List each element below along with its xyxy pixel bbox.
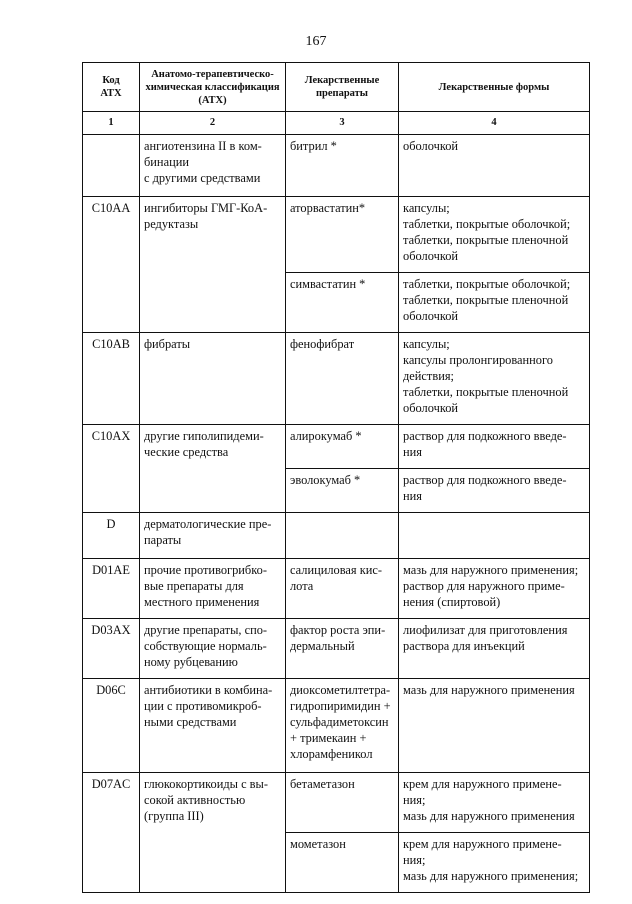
text-line: раствор для подкожного введе-: [403, 429, 567, 443]
text-line: таблетки, покрытые пленочной: [403, 385, 569, 399]
text-line: таблетки, покрытые пленочной: [403, 293, 569, 307]
text-line: Лекарственные: [304, 75, 380, 86]
atx-code-cell: D03AX: [83, 619, 140, 679]
text-line: глюкокортикоиды с вы-: [144, 777, 268, 791]
text-line: Анатомо-терапевтическо-: [151, 68, 274, 80]
dosage-forms-cell: [399, 513, 590, 559]
text-line: ными средствами: [144, 715, 237, 729]
drug-name-cell: [286, 273, 399, 333]
drug-name-cell: [286, 773, 399, 833]
text-line: сульфадиметоксин: [290, 715, 389, 729]
dosage-forms-cell: [399, 197, 590, 273]
text-line: мазь для наружного применения;: [403, 563, 579, 577]
text-line: лота: [290, 579, 314, 593]
text-line: ния;: [403, 793, 426, 807]
text-line: ции с противомикроб-: [144, 699, 262, 713]
drug-name-cell: [286, 469, 399, 513]
text-line: другие гиполипидеми-: [144, 429, 264, 443]
table-row: [83, 773, 590, 833]
text-line: Код: [102, 75, 120, 86]
atx-drug-table: [82, 62, 590, 893]
text-line: таблетки, покрытые оболочкой;: [403, 217, 571, 231]
drug-name-cell: [286, 833, 399, 893]
header-atx-classification: [140, 63, 286, 112]
text-line: ния: [403, 445, 422, 459]
text-line: алирокумаб *: [290, 429, 362, 443]
text-line: сокой активностью: [144, 793, 246, 807]
text-line: диоксометилтетра-: [290, 683, 391, 697]
text-line: дермальный: [290, 639, 355, 653]
column-number-row: [83, 112, 590, 135]
drug-name-cell: [286, 333, 399, 425]
table-row: [83, 513, 590, 559]
dosage-forms-cell: [399, 135, 590, 197]
header-dosage-forms: [399, 63, 590, 112]
page-number: 167: [305, 34, 327, 49]
drug-name-cell: [286, 513, 399, 559]
text-line: (АТХ): [198, 94, 227, 106]
atx-code-cell: D07AC: [83, 773, 140, 893]
atx-code-cell: D01AE: [83, 559, 140, 619]
text-line: химическая классификация: [145, 81, 280, 93]
text-line: мометазон: [290, 837, 346, 851]
text-line: редуктазы: [144, 217, 199, 231]
text-line: + тримекаин +: [290, 731, 367, 745]
table-row: [83, 135, 590, 197]
text-line: бетаметазон: [290, 777, 355, 791]
atx-code-cell: C10AB: [83, 333, 140, 425]
atx-classification-cell: [140, 197, 286, 333]
text-line: Лекарственные формы: [438, 81, 550, 93]
column-number: 2: [140, 112, 286, 135]
text-line: раствора для инъекций: [403, 639, 525, 653]
atx-classification-cell: [140, 333, 286, 425]
text-line: антибиотики в комбина-: [144, 683, 273, 697]
text-line: таблетки, покрытые оболочкой;: [403, 277, 571, 291]
text-line: фактор роста эпи-: [290, 623, 386, 637]
atx-classification-cell: [140, 135, 286, 197]
atx-classification-cell: [140, 559, 286, 619]
text-line: мазь для наружного применения: [403, 809, 575, 823]
atx-classification-cell: [140, 679, 286, 773]
text-line: оболочкой: [403, 139, 459, 153]
dosage-forms-cell: [399, 833, 590, 893]
text-line: мазь для наружного применения;: [403, 869, 579, 883]
table-row: [83, 333, 590, 425]
text-line: нения (спиртовой): [403, 595, 501, 609]
text-line: ангиотензина II в ком-: [144, 139, 262, 153]
text-line: фибраты: [144, 337, 191, 351]
text-line: эволокумаб *: [290, 473, 361, 487]
atx-code-cell: D06C: [83, 679, 140, 773]
text-line: ческие средства: [144, 445, 229, 459]
text-line: крем для наружного примене-: [403, 777, 562, 791]
text-line: вые препараты для: [144, 579, 244, 593]
text-line: дерматологические пре-: [144, 517, 272, 531]
text-line: параты: [144, 533, 182, 547]
text-line: капсулы пролонгированного: [403, 353, 553, 367]
text-line: раствор для подкожного введе-: [403, 473, 567, 487]
text-line: ному рубцеванию: [144, 655, 238, 669]
atx-classification-cell: [140, 619, 286, 679]
text-line: оболочкой: [403, 309, 459, 323]
text-line: капсулы;: [403, 337, 450, 351]
text-line: аторвастатин*: [290, 201, 366, 215]
table-row: [83, 197, 590, 273]
text-line: таблетки, покрытые пленочной: [403, 233, 569, 247]
text-line: прочие противогрибко-: [144, 563, 267, 577]
text-line: фенофибрат: [290, 337, 355, 351]
header-atx-code: [83, 63, 140, 112]
table-row: [83, 559, 590, 619]
column-number: 1: [83, 112, 140, 135]
text-line: ингибиторы ГМГ-КоА-: [144, 201, 268, 215]
text-line: симвастатин *: [290, 277, 366, 291]
drug-name-cell: [286, 197, 399, 273]
text-line: хлорамфеникол: [290, 747, 373, 761]
text-line: лиофилизат для приготовления: [403, 623, 568, 637]
text-line: с другими средствами: [144, 171, 261, 185]
dosage-forms-cell: [399, 333, 590, 425]
text-line: гидропиримидин +: [290, 699, 391, 713]
dosage-forms-cell: [399, 469, 590, 513]
header-drugs: [286, 63, 399, 112]
atx-code-cell: C10AX: [83, 425, 140, 513]
table-row: [83, 425, 590, 469]
text-line: битрил *: [290, 139, 337, 153]
drug-name-cell: [286, 559, 399, 619]
text-line: ния;: [403, 853, 426, 867]
text-line: препараты: [315, 88, 369, 99]
drug-name-cell: [286, 679, 399, 773]
drug-name-cell: [286, 425, 399, 469]
text-line: АТХ: [100, 88, 122, 99]
text-line: ния: [403, 489, 422, 503]
text-line: (группа III): [144, 809, 204, 823]
text-line: крем для наружного примене-: [403, 837, 562, 851]
text-line: салициловая кис-: [290, 563, 382, 577]
text-line: мазь для наружного применения: [403, 683, 575, 697]
atx-code-cell: C10AA: [83, 197, 140, 333]
text-line: раствор для наружного приме-: [403, 579, 565, 593]
atx-code-cell: D: [83, 513, 140, 559]
dosage-forms-cell: [399, 679, 590, 773]
atx-code-cell: [83, 135, 140, 197]
dosage-forms-cell: [399, 559, 590, 619]
text-line: другие препараты, спо-: [144, 623, 268, 637]
table-row: [83, 619, 590, 679]
text-line: оболочкой: [403, 401, 459, 415]
dosage-forms-cell: [399, 619, 590, 679]
text-line: местного применения: [144, 595, 260, 609]
column-number: 4: [399, 112, 590, 135]
text-line: бинации: [144, 155, 189, 169]
text-line: капсулы;: [403, 201, 450, 215]
text-line: действия;: [403, 369, 454, 383]
text-line: собствующие нормаль-: [144, 639, 267, 653]
atx-classification-cell: [140, 425, 286, 513]
table-row: [83, 679, 590, 773]
atx-classification-cell: [140, 773, 286, 893]
dosage-forms-cell: [399, 425, 590, 469]
drug-name-cell: [286, 619, 399, 679]
atx-classification-cell: [140, 513, 286, 559]
column-number: 3: [286, 112, 399, 135]
text-line: оболочкой: [403, 249, 459, 263]
table-body: [83, 135, 590, 893]
drug-name-cell: [286, 135, 399, 197]
dosage-forms-cell: [399, 773, 590, 833]
header-row: [83, 63, 590, 112]
dosage-forms-cell: [399, 273, 590, 333]
